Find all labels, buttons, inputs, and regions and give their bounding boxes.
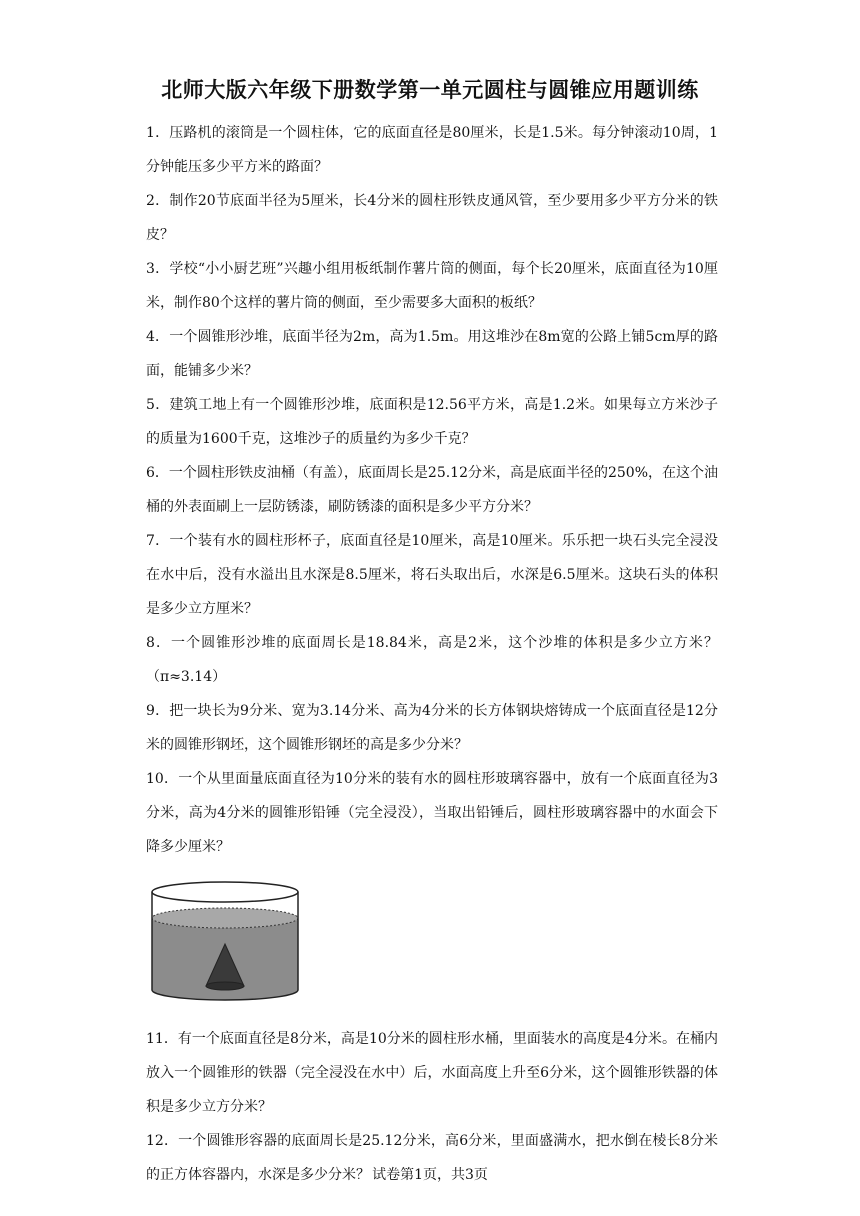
question-4: 4．一个圆锥形沙堆，底面半径为2m，高为1.5m。用这堆沙在8m宽的公路上铺5cm厚的路面，能铺多少米？ <box>146 329 718 379</box>
question-10: 10．一个从里面量底面直径为10分米的装有水的圆柱形玻璃容器中，放有一个底面直径为3分米，高为4分米的圆锥形铅锤（完全浸没），当取出铅锤后，圆柱形玻璃容器中的水面会下降多少厘米？ <box>146 771 718 855</box>
question-5: 5．建筑工地上有一个圆锥形沙堆，底面积是12.56平方米，高是1.2米。如果每立方米沙子的质量为1600千克，这堆沙子的质量约为多少千克？ <box>146 397 718 447</box>
question-9: 9．把一块长为9分米、宽为3.14分米、高为4分米的长方体钢块熔铸成一个底面直径是12分米的圆锥形钢坯，这个圆锥形钢坯的高是多少分米？ <box>146 703 718 753</box>
question-1: 1．压路机的滚筒是一个圆柱体，它的底面直径是80厘米，长是1.5米。每分钟滚动10周，1分钟能压多少平方米的路面？ <box>146 125 718 175</box>
question-2: 2．制作20节底面半径为5厘米，长4分米的圆柱形铁皮通风管，至少要用多少平方分米的铁皮？ <box>146 193 718 243</box>
question-12: 12．一个圆锥形容器的底面周长是25.12分米，高6分米，里面盛满水，把水倒在棱长8分米的正方体容器内，水深是多少分米？ <box>146 1133 718 1183</box>
question-list <box>146 116 718 1192</box>
question-11: 11．有一个底面直径是8分米，高是10分米的圆柱形水桶，里面装水的高度是4分米。在桶内放入一个圆锥形的铁器（完全浸没在水中）后，水面高度上升至6分米，这个圆锥形铁器的体积是多少立方分米？ <box>146 1031 718 1115</box>
question-3: 3．学校“小小厨艺班”兴趣小组用板纸制作薯片筒的侧面，每个长20厘米，底面直径为10厘米，制作80个这样的薯片筒的侧面，至少需要多大面积的板纸？ <box>146 261 718 311</box>
cylinder-cone-figure <box>146 878 306 1002</box>
page-title: 北师大版六年级下册数学第一单元圆柱与圆锥应用题训练 <box>161 77 699 102</box>
page-footer: 试卷第1页，共3页 <box>372 1167 488 1183</box>
question-6: 6．一个圆柱形铁皮油桶（有盖），底面周长是25.12分米，高是底面半径的250%，在这个油桶的外表面刷上一层防锈漆，刷防锈漆的面积是多少平方分米？ <box>146 465 719 515</box>
question-7: 7．一个装有水的圆柱形杯子，底面直径是10厘米，高是10厘米。乐乐把一块石头完全浸没在水中后，没有水溢出且水深是8.5厘米，将石头取出后，水深是6.5厘米。这块石头的体积是多少立方厘米？ <box>146 533 718 617</box>
question-8: 8．一个圆锥形沙堆的底面周长是18.84米，高是2米，这个沙堆的体积是多少立方米？（π≈3.14） <box>146 635 718 685</box>
